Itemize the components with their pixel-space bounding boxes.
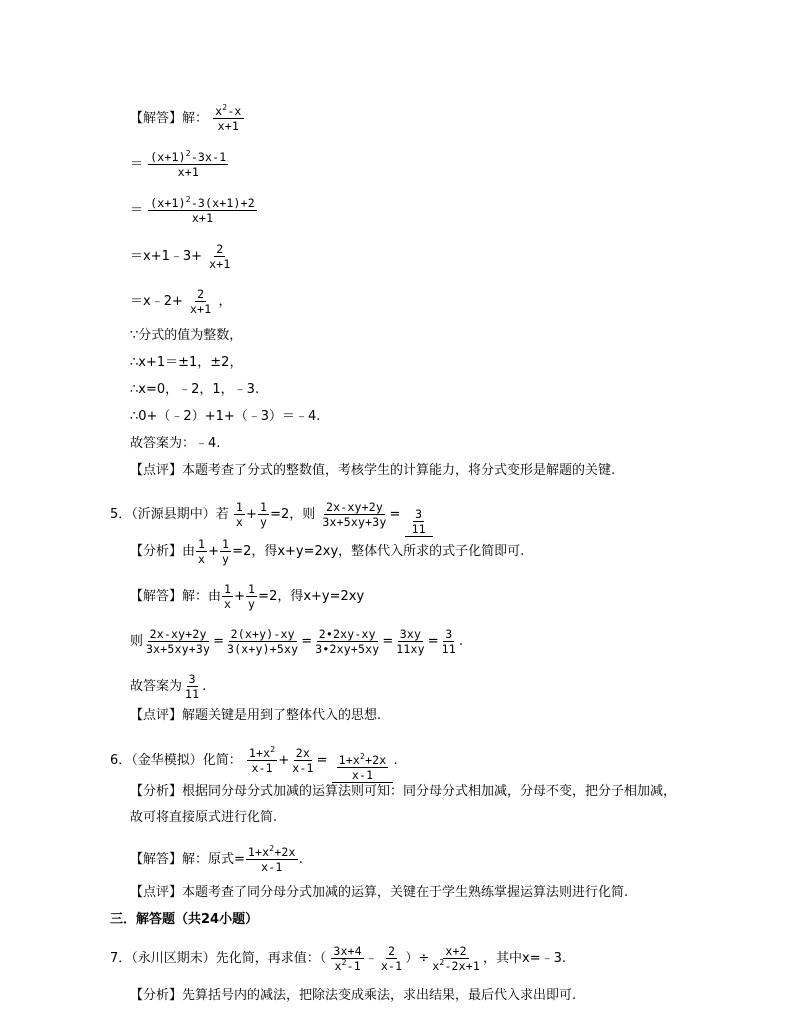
section-title: 三．解答题（共24小题） — [110, 912, 259, 927]
solution-4-because: ∵分式的值为整数， — [130, 328, 243, 343]
question-5-derivation: 则 $\frac{2x-xy+2y}{3x+5xy+3y}$ = $\frac{2(x+y)-xy}{3(x+y)+5xy}$ = $\frac{2•2xy-xy}{3•2xy+5xy}$ = $\frac{3xy}{11xy}$ = $\frac{3}{11}$ . — [130, 627, 464, 656]
answer-label: 【解答】解： — [130, 111, 209, 126]
question-7-analysis: 【分析】先算括号内的减法，把除法变成乘法，求出结果，最后代入求出即可. — [130, 988, 577, 1003]
question-6-solution: 【解答】解：原式= $\frac{1+x^2+2x}{x-1}$ . — [130, 844, 303, 874]
question-5: 5．（沂源县期中）若 $\frac{1}{x}$ + $\frac{1}{y}$ =2，则 $\frac{2x-xy+2y}{3x+5xy+3y}$ = 3 11 — [110, 500, 433, 537]
fraction: $\frac{2}{x+1}$ — [209, 242, 231, 271]
fraction: $\frac{x^2-x}{x+1}$ — [215, 103, 242, 133]
question-6: 6．（金华模拟）化简： $\frac{1+x^2}{x-1}$ + $\frac{2x}{x-1}$ = $1+x^2+2x$ x-1 . — [110, 745, 398, 782]
solution-4-answer: 故答案为：﹣4. — [130, 436, 221, 451]
question-7: 7．（永川区期末）先化简，再求值：（ $\frac{3x+4}{x^2-1}$ ﹣ $\frac{2}{x-1}$ ）÷ $\frac{x+2}{x^2-2x+1}$ ，其中x=﹣3. — [110, 944, 566, 973]
answer-blank: 3 11 — [405, 507, 433, 537]
solution-4-line-1 — [130, 104, 245, 133]
solution-4-therefore-2: ∴x=0，﹣2，1，﹣3. — [130, 382, 260, 397]
fraction: $\frac{2}{x+1}$ — [190, 287, 212, 316]
answer-blank: $1+x^2+2x$ x-1 — [332, 753, 394, 783]
question-5-answer: 故答案为 $\frac{3}{11}$ . — [130, 672, 207, 701]
solution-4-comment: 【点评】本题考查了分式的整数值，考核学生的计算能力，将分式变形是解题的关键. — [130, 463, 616, 478]
question-6-comment: 【点评】本题考查了同分母分式加减的运算，关键在于学生熟练掌握运算法则进行化简. — [130, 885, 629, 900]
solution-4-therefore-3: ∴0+（﹣2）+1+（﹣3）＝﹣4. — [130, 409, 321, 424]
solution-4-line-5: ＝x﹣2+ $\frac{2}{x+1}$ ， — [130, 287, 232, 316]
question-6-analysis-2: 故可将直接原式进行化简. — [130, 810, 278, 825]
fraction: $\frac{(x+1)^2-3(x+1)+2}{x+1}$ — [150, 195, 255, 225]
fraction: $\frac{(x+1)^2-3x-1}{x+1}$ — [150, 149, 227, 179]
solution-4-line-3: ＝ $\frac{(x+1)^2-3(x+1)+2}{x+1}$ — [130, 195, 255, 225]
solution-4-line-2: ＝ $\frac{(x+1)^2-3x-1}{x+1}$ — [130, 149, 227, 179]
solution-4-therefore-1: ∴x+1＝±1，±2， — [130, 355, 243, 370]
question-5-comment: 【点评】解题关键是用到了整体代入的思想. — [130, 708, 382, 723]
question-5-analysis: 【分析】由 $\frac{1}{x}$ + $\frac{1}{y}$ =2，得x+y=2xy，整体代入所求的式子化简即可. — [130, 537, 525, 566]
question-5-solution: 【解答】解：由 $\frac{1}{x}$ + $\frac{1}{y}$ =2，得x+y=2xy — [130, 582, 365, 611]
question-6-analysis-1: 【分析】根据同分母分式加减的运算法则可知：同分母分式相加减，分母不变，把分子相加减， — [130, 784, 677, 799]
solution-4-line-4: ＝x+1﹣3+ $\frac{2}{x+1}$ — [130, 242, 231, 271]
